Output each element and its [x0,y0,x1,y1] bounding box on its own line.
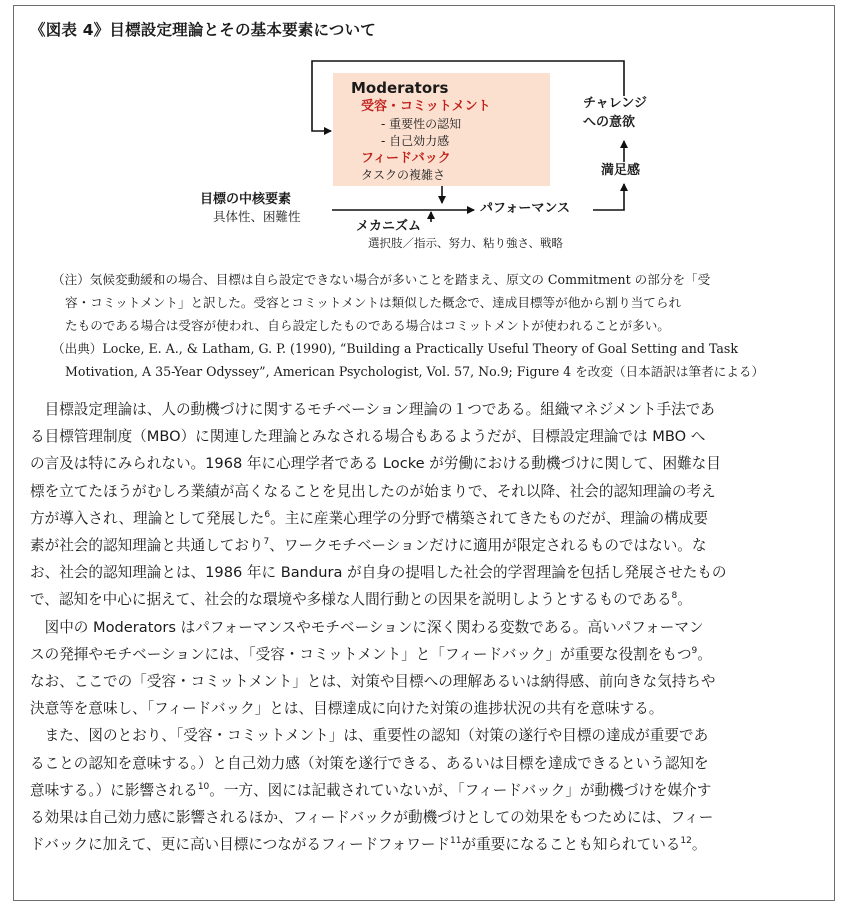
body-line [30,804,830,831]
source-line: Motivation, A 35-Year Odyssey”, American Psychologist, Vol. 57, No.9; Figure 4 を改変（日本語訳は筆者による） [65,364,765,379]
body-line [30,831,830,858]
body-text-segment: 方が導入され、理論として発展した [30,509,265,527]
challenge-label-line2: への意欲 [583,115,636,130]
goal-setting-diagram [0,0,848,260]
footnote-marker: 7 [263,537,270,548]
body-text-segment: また、図のとおり、「受容・コミットメント」は、重要性の認知（対策の遂行や目標の達成が重要であ [30,727,709,745]
body-text-segment: 目標設定理論は、人の動機づけに関するモチベーション理論の１つである。組織マネジメント手法であ [30,401,715,418]
footnote-marker: 6 [264,509,271,520]
moderators-task-complexity: タスクの複雑さ [361,168,446,182]
moderators-commitment: 受容・コミットメント [361,99,491,114]
footnote-marker: 10 [197,781,210,792]
satisfaction-label: 満足感 [601,163,641,178]
body-line [30,478,830,505]
body-text-segment: 。 [677,591,692,609]
mechanism-heading: メカニズム [356,219,422,234]
challenge-label-line1: チャレンジ [583,96,647,111]
body-text-segment: 。一方、図には記載されていないが、「フィードバック」が動機づけを媒介す [209,781,712,799]
body-line [30,450,830,477]
note-line: （注）気候変動緩和の場合、目標は自ら設定できない場合が多いことを踏まえ、原文の Commitment の部分を「受 [52,272,711,287]
body-line [30,532,830,559]
footnote-marker: 12 [680,836,692,847]
body-text-segment: 標を立てたほうがむしろ業績が高くなることを見出したのが始まりで、それ以降、社会的認知理論の考え [30,482,716,500]
body-text-segment: 素が社会的認知理論と共通しており [30,537,264,555]
source-line: （出典）Locke, E. A., & Latham, G. P. (1990), “Building a Practically Useful Theory of Goal Setting and Task [52,341,738,356]
body-line [30,695,830,722]
body-text-segment: 決意等を意味し、「フィードバック」とは、目標達成に向けた対策の進捗状況の共有を意味する。 [30,700,664,718]
footnote-marker: 11 [450,836,462,847]
moderators-self-efficacy: - 自己効力感 [381,134,450,148]
body-line [30,614,830,641]
body-line [30,750,830,777]
body-line [30,668,830,695]
body-text-segment: スの発揮やモチベーションには、「受容・コミットメント」と「フィードバック」が重要な役割をもつ [30,645,692,663]
core-elements-heading: 目標の中核要素 [200,192,292,207]
figure-title: 《図表 4》目標設定理論とその基本要素について [30,21,376,39]
body-line [30,559,830,586]
core-elements-detail: 具体性、困難性 [213,209,301,224]
performance-label: パフォーマンス [480,201,570,216]
body-text-segment: が重要になることも知られている [461,836,681,854]
body-line [30,586,830,613]
body-line [30,722,830,749]
body-text-segment: の言及は特にみられない。1968 年に心理学者である Locke が労働における動機づけに関して、困難な目 [30,455,721,473]
body-text-segment: る効果は自己効力感に影響されるほか、フィードバックが動機づけとしての効果をもつためには、フィー [30,809,714,827]
body-text-segment: で、認知を中心に据えて、社会的な環境や多様な人間行動との因果を説明しようとするものである [30,591,672,609]
footnote-marker: 9 [691,645,698,656]
moderators-heading: Moderators [351,79,449,97]
body-text-segment: ドバックに加えて、更に高い目標につながるフィードフォワード [30,836,451,854]
body-text-segment: 。 [697,645,712,663]
moderators-importance: - 重要性の認知 [381,117,462,131]
body-text-segment: ることの認知を意味する。）と自己効力感（対策を遂行できる、あるいは目標を達成できるという認知を [30,754,709,772]
body-text-segment: なお、ここでの「受容・コミットメント」とは、対策や目標への理解あるいは納得感、前向きな気持ちや [30,673,716,691]
body-text-segment: 。 [691,836,707,854]
body-text-segment: 図中の Moderators はパフォーマンスやモチベーションに深く関わる変数である。高いパフォーマン [30,618,704,636]
body-text-segment: 。主に産業心理学の分野で構築されてきたものだが、理論の構成要 [270,509,708,527]
body-text-segment: 意味する。）に影響される [30,781,198,799]
moderators-feedback: フィードバック [361,151,451,166]
footnote-marker: 8 [671,591,678,602]
note-line: たものである場合は受容が使われ、自ら設定したものである場合はコミットメントが使われることが多い。 [65,318,670,333]
body-line [30,777,830,804]
body-line [30,423,830,450]
performance-to-satisfaction-line [593,184,624,210]
body-line [30,641,830,668]
body-text-segment: お、社会的認知理論とは、1986 年に Bandura が自身の提唱した社会的学習理論を包括し発展させたもの [30,564,727,582]
body-line [30,505,830,532]
body-text-segment: る目標管理制度（MBO）に関連した理論とみなされる場合もあるようだが、目標設定理論では MBO へ [30,428,706,446]
mechanism-detail: 選択肢／指示、努力、粘り強さ、戦略 [368,236,564,250]
body-text-segment: 、ワークモチベーションだけに適用が限定されるものではない。な [269,537,707,555]
body-line [30,396,830,423]
body-text [30,396,830,858]
figure-notes [52,268,802,383]
note-line: 容・コミットメント」と訳した。受容とコミットメントは類似した概念で、達成目標等が他から割り当てられ [65,295,682,310]
